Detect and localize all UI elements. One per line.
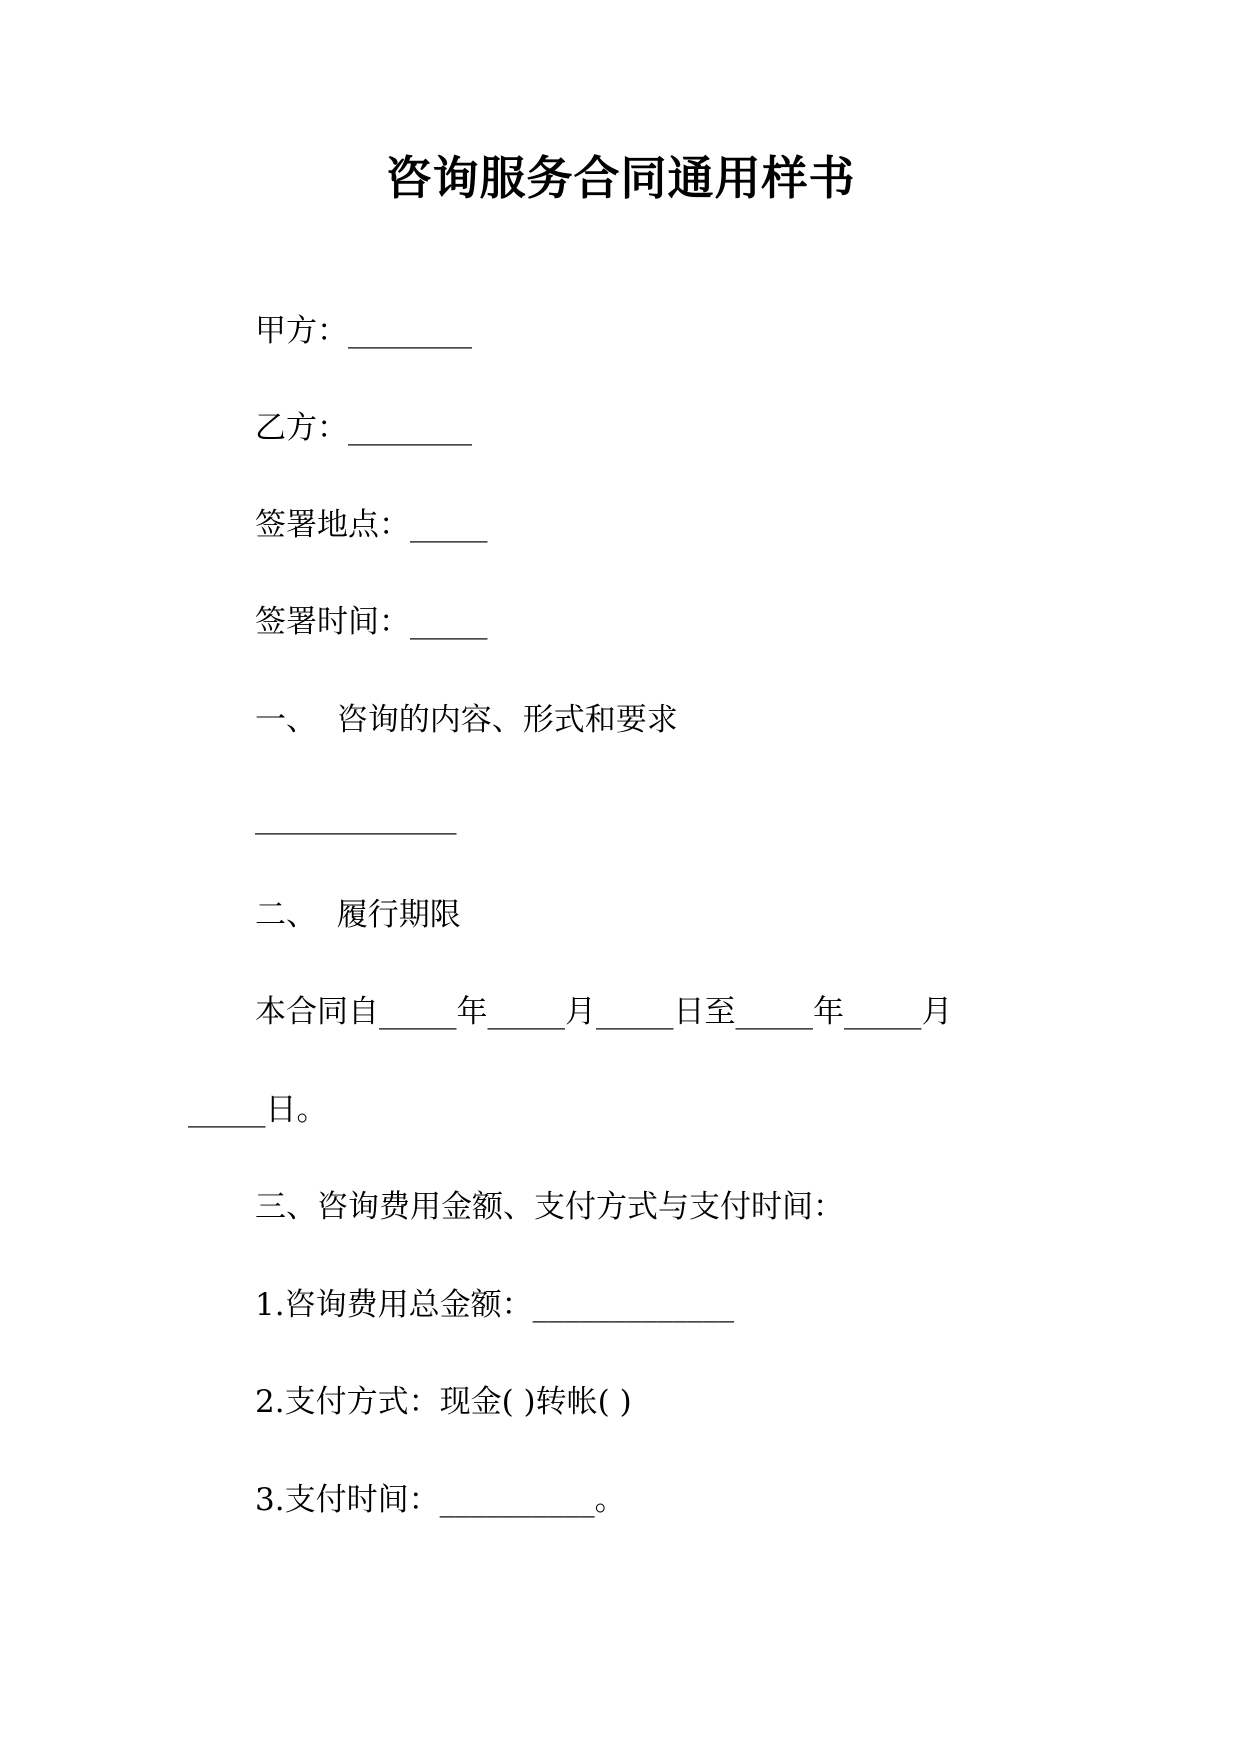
- section-1-blank-line: _____________: [255, 799, 457, 835]
- section-1-heading: 一、 咨询的内容、形式和要求: [255, 702, 678, 738]
- signing-place-line: 签署地点：_____: [255, 507, 488, 543]
- contract-period-line-continued: _____日。: [188, 1092, 328, 1128]
- payment-time-line: 3.支付时间：__________。: [255, 1482, 626, 1518]
- contract-period-line: 本合同自_____年_____月_____日至_____年_____月: [255, 994, 953, 1030]
- signing-time-line: 签署时间：_____: [255, 604, 488, 640]
- party-a-line: 甲方：________: [255, 313, 472, 349]
- payment-method-line: 2.支付方式：现金( )转帐( ): [255, 1384, 632, 1420]
- document-title: 咨询服务合同通用样书: [385, 151, 856, 205]
- section-2-heading: 二、 履行期限: [255, 897, 461, 933]
- section-3-heading: 三、咨询费用金额、支付方式与支付时间：: [255, 1189, 844, 1225]
- fee-amount-line: 1.咨询费用总金额：_____________: [255, 1287, 735, 1323]
- party-b-line: 乙方：________: [255, 410, 472, 446]
